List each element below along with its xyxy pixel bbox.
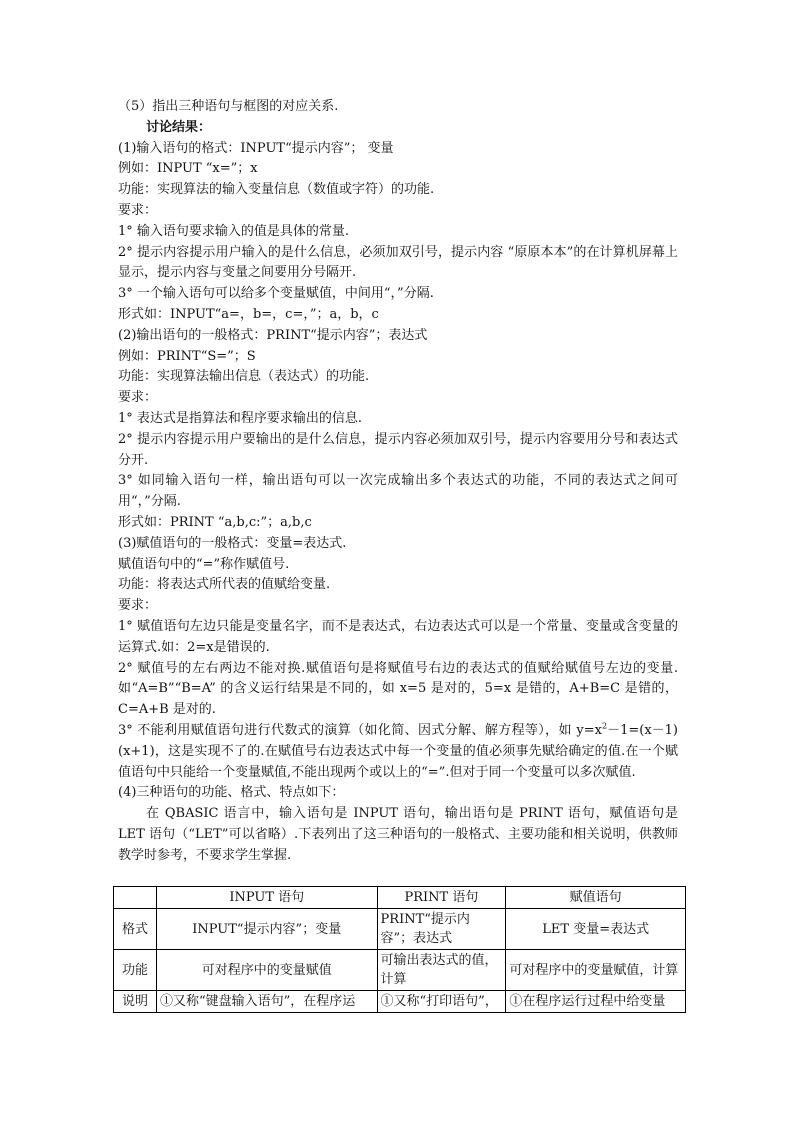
input-req-3: 3° 一个输入语句可以给多个变量赋值，中间用“，”分隔.	[118, 286, 434, 302]
discussion-heading: 讨论结果：	[146, 119, 212, 135]
table-cell: 格式	[114, 909, 157, 950]
assign-req-1: 1° 赋值语句左边只能是变量名字，而不是表达式，右边表达式可以是一个常量、变量或含变量的运算式.如：2=x是错误的.	[118, 618, 678, 655]
input-form-example: 形式如：INPUT“a=，b=，c=，”；a，b，c	[118, 306, 379, 322]
input-requirements-label: 要求：	[118, 202, 158, 218]
assign-function: 功能：将表达式所代表的值赋给变量.	[118, 577, 331, 593]
table-row	[114, 991, 686, 1013]
table-cell: ①又称“键盘输入语句”，在程序运	[156, 991, 377, 1013]
input-format: (1)输入语句的格式：INPUT“提示内容”； 变量	[118, 140, 394, 156]
print-form-example: 形式如：PRINT “a,b,c:”；a,b,c	[118, 514, 312, 530]
print-requirements-label: 要求：	[118, 390, 158, 406]
table-cell: 说明	[114, 991, 157, 1013]
input-req-2: 2° 提示内容提示用户输入的是什么信息，必须加双引号，提示内容 “原原本本”的在计算机屏幕上显示，提示内容与变量之间要用分号隔开.	[118, 244, 678, 281]
table-header-cell: INPUT 语句	[156, 887, 377, 909]
input-req-1: 1° 输入语句要求输入的值是具体的常量.	[118, 223, 350, 239]
table-cell: LET 变量=表达式	[506, 909, 686, 950]
table-row	[114, 909, 686, 950]
table-header-row	[114, 887, 686, 909]
table-cell: 功能	[114, 950, 157, 991]
exponent: 2	[601, 721, 608, 731]
table-cell: 可输出表达式的值，计算	[377, 950, 506, 991]
table-header-cell: 赋值语句	[506, 887, 686, 909]
table-cell: 可对程序中的变量赋值	[156, 950, 377, 991]
table-cell: PRINT“提示内容”；表达式	[377, 909, 506, 950]
assign-sign-note: 赋值语句中的“=”称作赋值号.	[118, 556, 290, 572]
assign-format: (3)赋值语句的一般格式：变量=表达式.	[118, 535, 347, 551]
statements-table	[113, 886, 686, 1013]
print-example: 例如：PRINT“S=”；S	[118, 348, 256, 364]
assign-req-3-part2: －1=(x－1)(x+1)，这是实现不了的.在赋值号右边表达式中每一个变量的值必须事先赋给确定的值.在一个赋值语句中只能给一个变量赋值,不能出现两个或以上的“=”.但对于同一个变量可以多次赋值.	[118, 722, 678, 780]
table-header-cell: PRINT 语句	[377, 887, 506, 909]
summary-heading: (4)三种语句的功能、格式、特点如下：	[118, 785, 345, 801]
assign-requirements-label: 要求：	[118, 598, 158, 614]
assign-req-2: 2° 赋值号的左右两边不能对换.赋值语句是将赋值号右边的表达式的值赋给赋值号左边的变量.如“A=B”“B=A” 的含义运行结果是不同的，如 x=5 是对的，5=x 是错的，A+B=C 是错的，C=A+B 是对的.	[118, 660, 678, 718]
assign-req-3	[118, 721, 678, 783]
section-title: （5）指出三种语句与框图的对应关系.	[118, 99, 339, 114]
input-function: 功能：实现算法的输入变量信息（数值或字符）的功能.	[118, 182, 435, 198]
print-function: 功能：实现算法输出信息（表达式）的功能.	[118, 369, 370, 385]
table-cell: 可对程序中的变量赋值，计算	[506, 950, 686, 991]
table-cell: ①又称“打印语句”，	[377, 991, 506, 1013]
print-req-2: 2° 提示内容提示用户要输出的是什么信息，提示内容必须加双引号，提示内容要用分号和表达式分开.	[118, 431, 678, 468]
assign-req-3-part1: 3° 不能利用赋值语句进行代数式的演算（如化简、因式分解、解方程等），如 y=x	[118, 722, 602, 738]
print-req-1: 1° 表达式是指算法和程序要求输出的信息.	[118, 410, 363, 426]
summary-paragraph: 在 QBASIC 语言中，输入语句是 INPUT 语句，输出语句是 PRINT 语句，赋值语句是 LET 语句（“LET”可以省略）.下表列出了这三种语句的一般格式、主要功能和相关说明，供教师教学时参考，不要求学生掌握.	[118, 806, 678, 863]
table-cell: ①在程序运行过程中给变量	[506, 991, 686, 1013]
table-row	[114, 950, 686, 991]
table-cell: INPUT“提示内容”；变量	[156, 909, 377, 950]
print-format: (2)输出语句的一般格式：PRINT“提示内容”；表达式	[118, 327, 428, 343]
table-header-cell	[114, 887, 157, 909]
input-example: 例如：INPUT “x=”；x	[118, 161, 258, 177]
print-req-3: 3° 如同输入语句一样，输出语句可以一次完成输出多个表达式的功能，不同的表达式之间可用“，”分隔.	[118, 473, 678, 510]
document-body	[118, 97, 678, 866]
